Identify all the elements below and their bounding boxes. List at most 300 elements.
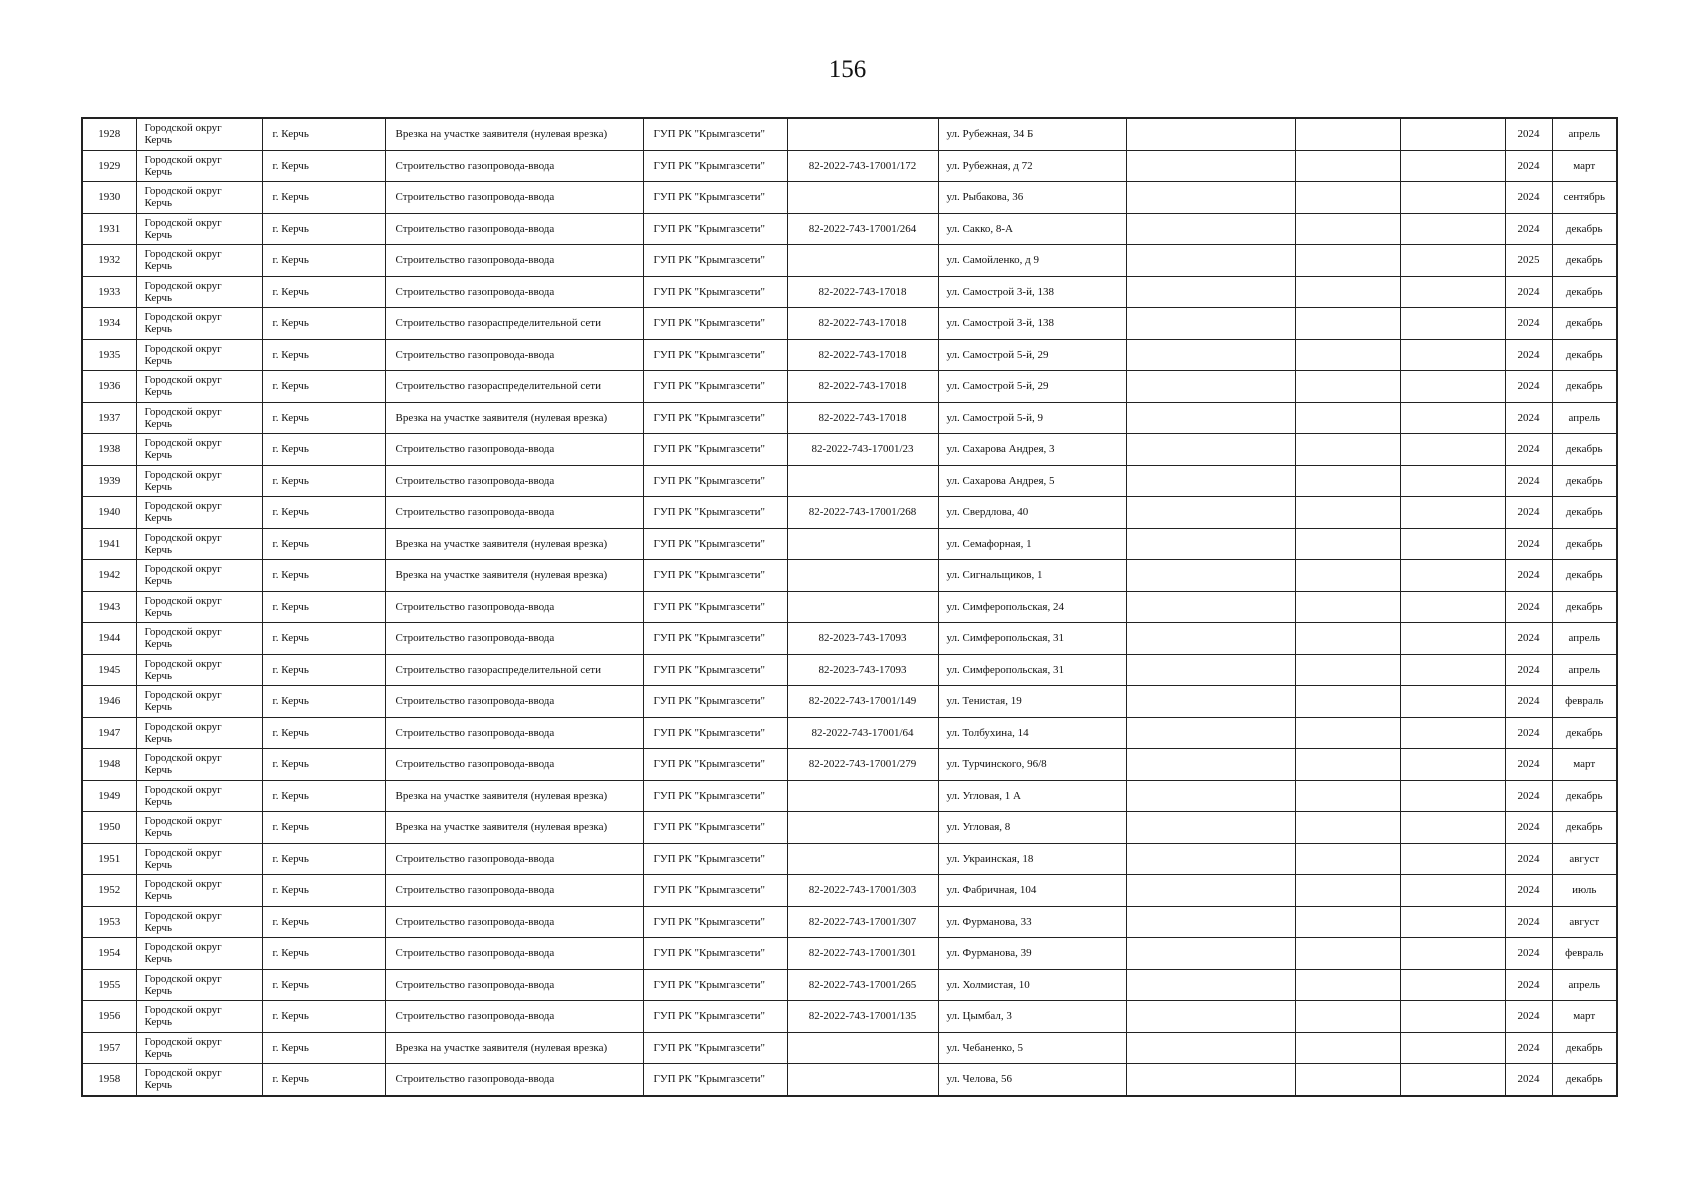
month: декабрь — [1552, 308, 1617, 340]
empty-cell — [1400, 906, 1505, 938]
empty-cell — [1126, 812, 1295, 844]
table-row — [82, 969, 1617, 1001]
district-line1: Городской округ — [144, 342, 222, 355]
empty-cell — [1295, 654, 1400, 686]
organization: ГУП РК "Крымгазсети" — [643, 308, 787, 340]
year: 2024 — [1505, 843, 1552, 875]
month: декабрь — [1552, 591, 1617, 623]
empty-cell — [1126, 780, 1295, 812]
table-row — [82, 686, 1617, 718]
empty-cell — [1295, 906, 1400, 938]
district — [136, 812, 262, 844]
district-line1: Городской округ — [144, 563, 222, 576]
district-line1: Городской округ — [144, 657, 222, 670]
row-number: 1933 — [82, 276, 136, 308]
work-type: Врезка на участке заявителя (нулевая врезка) — [385, 780, 643, 812]
table-row — [82, 780, 1617, 812]
empty-cell — [1295, 465, 1400, 497]
row-number: 1953 — [82, 906, 136, 938]
address: ул. Цымбал, 3 — [938, 1001, 1126, 1033]
empty-cell — [1295, 938, 1400, 970]
district — [136, 717, 262, 749]
row-number: 1947 — [82, 717, 136, 749]
district-line2: Керчь — [144, 764, 173, 777]
district — [136, 465, 262, 497]
empty-cell — [1126, 969, 1295, 1001]
district-line2: Керчь — [144, 575, 173, 588]
address: ул. Турчинского, 96/8 — [938, 749, 1126, 781]
table-row — [82, 276, 1617, 308]
registration-code: 82-2022-743-17001/23 — [787, 434, 938, 466]
city: г. Керчь — [262, 118, 385, 150]
district-line1: Городской округ — [144, 248, 222, 261]
work-type: Строительство газораспределительной сети — [385, 371, 643, 403]
registration-code: 82-2022-743-17001/301 — [787, 938, 938, 970]
year: 2024 — [1505, 1001, 1552, 1033]
organization: ГУП РК "Крымгазсети" — [643, 213, 787, 245]
address: ул. Угловая, 8 — [938, 812, 1126, 844]
district-line2: Керчь — [144, 606, 173, 619]
district-line2: Керчь — [144, 1079, 173, 1092]
registration-code: 82-2022-743-17001/303 — [787, 875, 938, 907]
district — [136, 434, 262, 466]
city: г. Керчь — [262, 686, 385, 718]
district — [136, 1032, 262, 1064]
address: ул. Самойленко, д 9 — [938, 245, 1126, 277]
empty-cell — [1295, 717, 1400, 749]
district-line1: Городской округ — [144, 972, 222, 985]
district-line2: Керчь — [144, 228, 173, 241]
empty-cell — [1126, 339, 1295, 371]
table-row — [82, 812, 1617, 844]
address: ул. Симферопольская, 31 — [938, 654, 1126, 686]
year: 2024 — [1505, 969, 1552, 1001]
district — [136, 402, 262, 434]
city: г. Керчь — [262, 245, 385, 277]
empty-cell — [1400, 938, 1505, 970]
district — [136, 906, 262, 938]
address: ул. Самострой 3-й, 138 — [938, 276, 1126, 308]
empty-cell — [1126, 717, 1295, 749]
district-line1: Городской округ — [144, 909, 222, 922]
address: ул. Фурманова, 39 — [938, 938, 1126, 970]
registration-code: 82-2022-743-17018 — [787, 402, 938, 434]
table-row — [82, 1064, 1617, 1096]
row-number: 1936 — [82, 371, 136, 403]
district-line2: Керчь — [144, 953, 173, 966]
empty-cell — [1295, 245, 1400, 277]
district — [136, 623, 262, 655]
district-line2: Керчь — [144, 386, 173, 399]
district — [136, 843, 262, 875]
city: г. Керчь — [262, 182, 385, 214]
registration-code — [787, 182, 938, 214]
address: ул. Самострой 3-й, 138 — [938, 308, 1126, 340]
empty-cell — [1400, 623, 1505, 655]
district-line2: Керчь — [144, 921, 173, 934]
work-type: Строительство газопровода-ввода — [385, 623, 643, 655]
empty-cell — [1126, 182, 1295, 214]
organization: ГУП РК "Крымгазсети" — [643, 623, 787, 655]
city: г. Керчь — [262, 150, 385, 182]
month: декабрь — [1552, 812, 1617, 844]
district — [136, 1001, 262, 1033]
table-row — [82, 213, 1617, 245]
year: 2024 — [1505, 1064, 1552, 1096]
address: ул. Симферопольская, 31 — [938, 623, 1126, 655]
row-number: 1955 — [82, 969, 136, 1001]
year: 2024 — [1505, 276, 1552, 308]
row-number: 1945 — [82, 654, 136, 686]
address: ул. Семафорная, 1 — [938, 528, 1126, 560]
district — [136, 371, 262, 403]
organization: ГУП РК "Крымгазсети" — [643, 339, 787, 371]
year: 2024 — [1505, 560, 1552, 592]
district — [136, 591, 262, 623]
table-row — [82, 371, 1617, 403]
month: декабрь — [1552, 560, 1617, 592]
work-type: Врезка на участке заявителя (нулевая врезка) — [385, 528, 643, 560]
organization: ГУП РК "Крымгазсети" — [643, 1001, 787, 1033]
district-line1: Городской округ — [144, 752, 222, 765]
address: ул. Фурманова, 33 — [938, 906, 1126, 938]
empty-cell — [1400, 812, 1505, 844]
district — [136, 308, 262, 340]
organization: ГУП РК "Крымгазсети" — [643, 686, 787, 718]
empty-cell — [1126, 1032, 1295, 1064]
empty-cell — [1126, 749, 1295, 781]
district — [136, 213, 262, 245]
city: г. Керчь — [262, 906, 385, 938]
district-line1: Городской округ — [144, 815, 222, 828]
organization: ГУП РК "Крымгазсети" — [643, 497, 787, 529]
table-row — [82, 938, 1617, 970]
district — [136, 339, 262, 371]
organization: ГУП РК "Крымгазсети" — [643, 528, 787, 560]
district-line1: Городской округ — [144, 531, 222, 544]
organization: ГУП РК "Крымгазсети" — [643, 591, 787, 623]
work-type: Строительство газопровода-ввода — [385, 749, 643, 781]
row-number: 1957 — [82, 1032, 136, 1064]
district-line2: Керчь — [144, 291, 173, 304]
district-line1: Городской округ — [144, 374, 222, 387]
empty-cell — [1400, 339, 1505, 371]
address: ул. Самострой 5-й, 9 — [938, 402, 1126, 434]
work-type: Врезка на участке заявителя (нулевая врезка) — [385, 1032, 643, 1064]
row-number: 1950 — [82, 812, 136, 844]
empty-cell — [1295, 812, 1400, 844]
empty-cell — [1295, 623, 1400, 655]
organization: ГУП РК "Крымгазсети" — [643, 717, 787, 749]
table-row — [82, 465, 1617, 497]
empty-cell — [1295, 182, 1400, 214]
empty-cell — [1126, 150, 1295, 182]
work-type: Строительство газопровода-ввода — [385, 1001, 643, 1033]
address: ул. Сахарова Андрея, 5 — [938, 465, 1126, 497]
district — [136, 528, 262, 560]
empty-cell — [1400, 717, 1505, 749]
empty-cell — [1126, 938, 1295, 970]
city: г. Керчь — [262, 213, 385, 245]
row-number: 1946 — [82, 686, 136, 718]
empty-cell — [1400, 528, 1505, 560]
registration-code — [787, 843, 938, 875]
organization: ГУП РК "Крымгазсети" — [643, 465, 787, 497]
year: 2024 — [1505, 591, 1552, 623]
empty-cell — [1295, 276, 1400, 308]
year: 2024 — [1505, 402, 1552, 434]
address: ул. Рубежная, д 72 — [938, 150, 1126, 182]
work-type: Строительство газопровода-ввода — [385, 434, 643, 466]
organization: ГУП РК "Крымгазсети" — [643, 780, 787, 812]
table-row — [82, 749, 1617, 781]
work-type: Строительство газопровода-ввода — [385, 717, 643, 749]
row-number: 1930 — [82, 182, 136, 214]
row-number: 1937 — [82, 402, 136, 434]
city: г. Керчь — [262, 654, 385, 686]
year: 2024 — [1505, 749, 1552, 781]
work-type: Строительство газопровода-ввода — [385, 969, 643, 1001]
empty-cell — [1126, 528, 1295, 560]
empty-cell — [1126, 1064, 1295, 1096]
year: 2024 — [1505, 434, 1552, 466]
organization: ГУП РК "Крымгазсети" — [643, 812, 787, 844]
month: апрель — [1552, 654, 1617, 686]
row-number: 1956 — [82, 1001, 136, 1033]
month: декабрь — [1552, 1064, 1617, 1096]
work-type: Врезка на участке заявителя (нулевая врезка) — [385, 402, 643, 434]
district-line1: Городской округ — [144, 122, 222, 135]
district — [136, 182, 262, 214]
month: декабрь — [1552, 276, 1617, 308]
address: ул. Самострой 5-й, 29 — [938, 339, 1126, 371]
registration-code — [787, 560, 938, 592]
address: ул. Сакко, 8-А — [938, 213, 1126, 245]
city: г. Керчь — [262, 560, 385, 592]
city: г. Керчь — [262, 434, 385, 466]
registration-code: 82-2022-743-17001/135 — [787, 1001, 938, 1033]
city: г. Керчь — [262, 938, 385, 970]
empty-cell — [1400, 875, 1505, 907]
registration-code: 82-2022-743-17001/64 — [787, 717, 938, 749]
city: г. Керчь — [262, 1064, 385, 1096]
row-number: 1943 — [82, 591, 136, 623]
empty-cell — [1126, 434, 1295, 466]
work-type: Строительство газопровода-ввода — [385, 938, 643, 970]
row-number: 1949 — [82, 780, 136, 812]
empty-cell — [1295, 371, 1400, 403]
empty-cell — [1400, 402, 1505, 434]
year: 2024 — [1505, 182, 1552, 214]
empty-cell — [1400, 276, 1505, 308]
district-line1: Городской округ — [144, 594, 222, 607]
district-line2: Керчь — [144, 449, 173, 462]
row-number: 1939 — [82, 465, 136, 497]
row-number: 1942 — [82, 560, 136, 592]
empty-cell — [1400, 749, 1505, 781]
row-number: 1952 — [82, 875, 136, 907]
organization: ГУП РК "Крымгазсети" — [643, 276, 787, 308]
registration-code — [787, 1032, 938, 1064]
district — [136, 686, 262, 718]
district-line2: Керчь — [144, 134, 173, 147]
district — [136, 969, 262, 1001]
empty-cell — [1126, 118, 1295, 150]
work-type: Строительство газопровода-ввода — [385, 213, 643, 245]
city: г. Керчь — [262, 969, 385, 1001]
district — [136, 875, 262, 907]
empty-cell — [1295, 875, 1400, 907]
district-line1: Городской округ — [144, 783, 222, 796]
year: 2024 — [1505, 308, 1552, 340]
year: 2024 — [1505, 118, 1552, 150]
city: г. Керчь — [262, 339, 385, 371]
district-line2: Керчь — [144, 480, 173, 493]
table-row — [82, 1001, 1617, 1033]
month: декабрь — [1552, 245, 1617, 277]
city: г. Керчь — [262, 623, 385, 655]
month: сентябрь — [1552, 182, 1617, 214]
month: декабрь — [1552, 339, 1617, 371]
organization: ГУП РК "Крымгазсети" — [643, 843, 787, 875]
organization: ГУП РК "Крымгазсети" — [643, 938, 787, 970]
registration-code: 82-2022-743-17001/172 — [787, 150, 938, 182]
district — [136, 150, 262, 182]
year: 2024 — [1505, 717, 1552, 749]
empty-cell — [1400, 780, 1505, 812]
empty-cell — [1126, 686, 1295, 718]
work-type: Строительство газопровода-ввода — [385, 245, 643, 277]
empty-cell — [1295, 749, 1400, 781]
city: г. Керчь — [262, 717, 385, 749]
registration-code — [787, 1064, 938, 1096]
month: декабрь — [1552, 1032, 1617, 1064]
empty-cell — [1295, 1032, 1400, 1064]
address: ул. Свердлова, 40 — [938, 497, 1126, 529]
empty-cell — [1126, 623, 1295, 655]
empty-cell — [1400, 434, 1505, 466]
organization: ГУП РК "Крымгазсети" — [643, 150, 787, 182]
month: февраль — [1552, 686, 1617, 718]
district — [136, 749, 262, 781]
empty-cell — [1400, 969, 1505, 1001]
registration-code — [787, 812, 938, 844]
year: 2024 — [1505, 497, 1552, 529]
district-line1: Городской округ — [144, 1035, 222, 1048]
row-number: 1929 — [82, 150, 136, 182]
district-line1: Городской округ — [144, 185, 222, 198]
year: 2024 — [1505, 213, 1552, 245]
row-number: 1934 — [82, 308, 136, 340]
city: г. Керчь — [262, 1032, 385, 1064]
empty-cell — [1400, 1064, 1505, 1096]
work-type: Строительство газопровода-ввода — [385, 150, 643, 182]
month: март — [1552, 749, 1617, 781]
table-row — [82, 118, 1617, 150]
work-type: Строительство газопровода-ввода — [385, 843, 643, 875]
registration-code — [787, 591, 938, 623]
work-type: Строительство газопровода-ввода — [385, 276, 643, 308]
table-row — [82, 1032, 1617, 1064]
empty-cell — [1295, 118, 1400, 150]
district-line2: Керчь — [144, 1016, 173, 1029]
empty-cell — [1295, 969, 1400, 1001]
registration-code: 82-2022-743-17001/268 — [787, 497, 938, 529]
year: 2024 — [1505, 150, 1552, 182]
address: ул. Фабричная, 104 — [938, 875, 1126, 907]
month: декабрь — [1552, 717, 1617, 749]
year: 2024 — [1505, 780, 1552, 812]
district-line2: Керчь — [144, 512, 173, 525]
month: апрель — [1552, 402, 1617, 434]
work-type: Строительство газопровода-ввода — [385, 1064, 643, 1096]
empty-cell — [1400, 1032, 1505, 1064]
table-row — [82, 906, 1617, 938]
district-line1: Городской округ — [144, 405, 222, 418]
empty-cell — [1400, 497, 1505, 529]
city: г. Керчь — [262, 497, 385, 529]
city: г. Керчь — [262, 1001, 385, 1033]
empty-cell — [1126, 1001, 1295, 1033]
table-row — [82, 843, 1617, 875]
address: ул. Тенистая, 19 — [938, 686, 1126, 718]
district-line1: Городской округ — [144, 941, 222, 954]
month: август — [1552, 843, 1617, 875]
month: декабрь — [1552, 528, 1617, 560]
empty-cell — [1295, 213, 1400, 245]
registration-code — [787, 780, 938, 812]
month: апрель — [1552, 623, 1617, 655]
district-line2: Керчь — [144, 984, 173, 997]
table-row — [82, 591, 1617, 623]
empty-cell — [1400, 182, 1505, 214]
registration-code: 82-2022-743-17018 — [787, 276, 938, 308]
district-line2: Керчь — [144, 1047, 173, 1060]
empty-cell — [1126, 308, 1295, 340]
row-number: 1938 — [82, 434, 136, 466]
table-row — [82, 875, 1617, 907]
district-line2: Керчь — [144, 732, 173, 745]
empty-cell — [1126, 497, 1295, 529]
work-type: Строительство газораспределительной сети — [385, 654, 643, 686]
empty-cell — [1295, 402, 1400, 434]
registration-code: 82-2023-743-17093 — [787, 654, 938, 686]
month: август — [1552, 906, 1617, 938]
organization: ГУП РК "Крымгазсети" — [643, 371, 787, 403]
empty-cell — [1295, 497, 1400, 529]
table-row — [82, 339, 1617, 371]
empty-cell — [1126, 843, 1295, 875]
empty-cell — [1295, 1064, 1400, 1096]
city: г. Керчь — [262, 371, 385, 403]
empty-cell — [1126, 560, 1295, 592]
district-line1: Городской округ — [144, 1004, 222, 1017]
empty-cell — [1126, 245, 1295, 277]
empty-cell — [1295, 528, 1400, 560]
table-row — [82, 402, 1617, 434]
empty-cell — [1126, 371, 1295, 403]
empty-cell — [1400, 654, 1505, 686]
empty-cell — [1126, 875, 1295, 907]
registration-code: 82-2022-743-17001/307 — [787, 906, 938, 938]
row-number: 1941 — [82, 528, 136, 560]
empty-cell — [1400, 213, 1505, 245]
empty-cell — [1126, 591, 1295, 623]
organization: ГУП РК "Крымгазсети" — [643, 182, 787, 214]
empty-cell — [1400, 118, 1505, 150]
row-number: 1944 — [82, 623, 136, 655]
organization: ГУП РК "Крымгазсети" — [643, 245, 787, 277]
